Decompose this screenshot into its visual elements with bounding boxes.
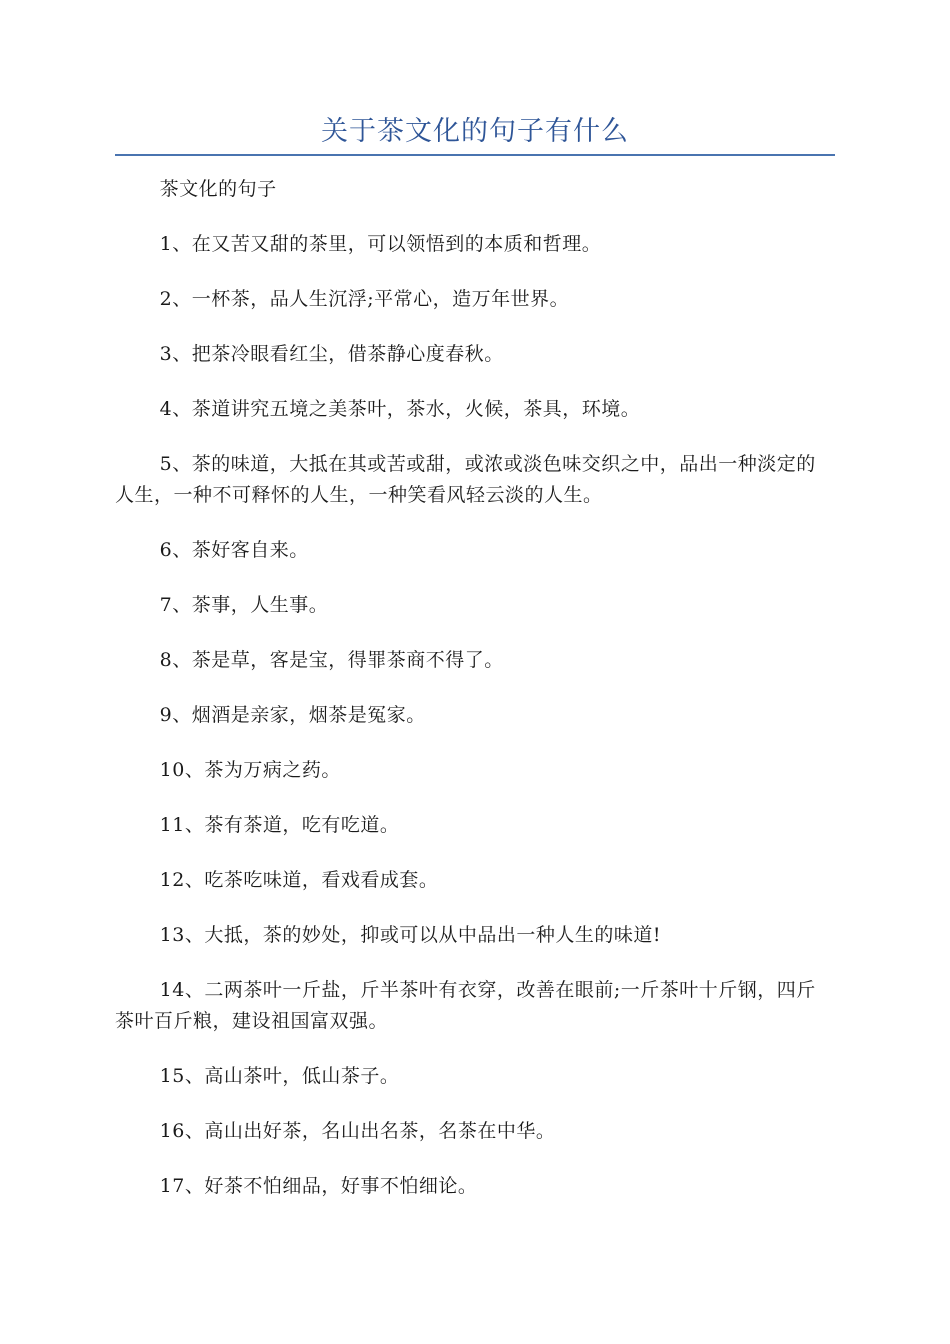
list-item: 15、高山茶叶，低山茶子。 xyxy=(159,1065,400,1087)
list-item: 5、茶的味道，大抵在其或苦或甜，或浓或淡色味交织之中，品出一种淡定的人生，一种不可释怀的人生，一种笑看风轻云淡的人生。 xyxy=(115,453,816,506)
list-item: 7、茶事，人生事。 xyxy=(159,594,329,616)
list-item: 13、大抵，茶的妙处，抑或可以从中品出一种人生的味道! xyxy=(159,924,661,946)
list-item: 4、茶道讲究五境之美茶叶，茶水，火候，茶具，环境。 xyxy=(159,398,641,420)
list-item: 2、一杯茶，品人生沉浮;平常心，造万年世界。 xyxy=(159,288,570,310)
section-heading: 茶文化的句子 xyxy=(159,178,277,200)
document-title: 关于茶文化的句子有什么 xyxy=(321,116,629,147)
list-item: 12、吃茶吃味道，看戏看成套。 xyxy=(159,869,439,891)
list-item: 16、高山出好茶，名山出名茶，名茶在中华。 xyxy=(159,1120,556,1142)
list-item: 11、茶有茶道，吃有吃道。 xyxy=(159,814,400,836)
document-body xyxy=(115,174,835,1226)
list-item: 9、烟酒是亲家，烟茶是冤家。 xyxy=(159,704,426,726)
list-item: 14、二两茶叶一斤盐，斤半茶叶有衣穿，改善在眼前;一斤茶叶十斤钢，四斤茶叶百斤粮，建设祖国富双强。 xyxy=(115,979,816,1032)
list-item: 10、茶为万病之药。 xyxy=(159,759,341,781)
title-underline xyxy=(115,154,835,156)
list-item: 3、把茶冷眼看红尘，借茶静心度春秋。 xyxy=(159,343,504,365)
list-item: 8、茶是草，客是宝，得罪茶商不得了。 xyxy=(159,649,504,671)
list-item: 17、好茶不怕细品，好事不怕细论。 xyxy=(159,1175,478,1197)
list-item: 6、茶好客自来。 xyxy=(159,539,309,561)
list-item: 1、在又苦又甜的茶里，可以领悟到的本质和哲理。 xyxy=(159,233,602,255)
